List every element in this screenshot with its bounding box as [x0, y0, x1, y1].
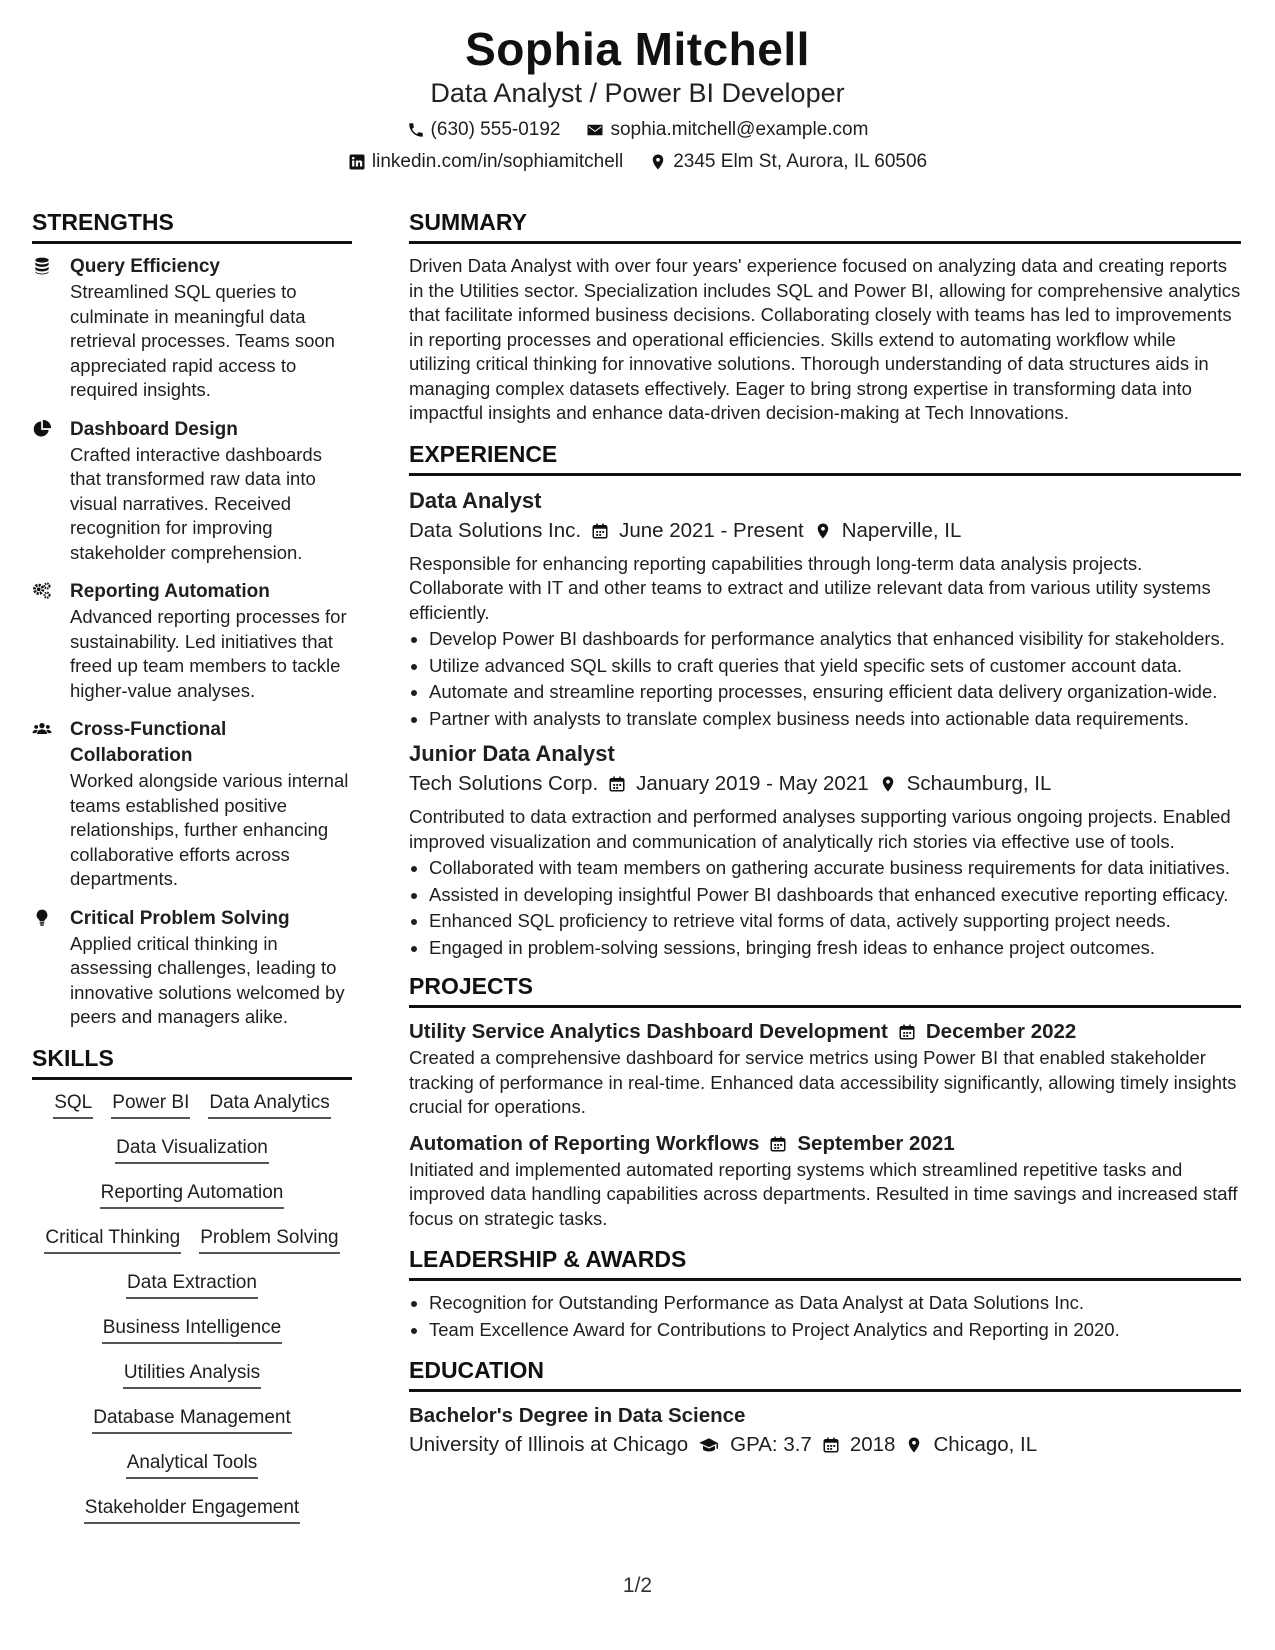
strength-item: [32, 906, 352, 1030]
skill-row: [32, 1315, 352, 1360]
project-title: Utility Service Analytics Dashboard Development: [409, 1020, 888, 1043]
list-item: • Engaged in problem-solving sessions, bringing fresh ideas to enhance project outcomes.: [429, 936, 1241, 961]
graduation-cap-icon: [698, 1436, 720, 1454]
leadership-heading: LEADERSHIP & AWARDS: [409, 1245, 1241, 1281]
list-item: • Collaborated with team members on gathering accurate business requirements for data initiatives.: [429, 856, 1241, 881]
lightbulb-icon: [32, 908, 52, 928]
contact-row-1: [0, 118, 1275, 142]
job-meta: [409, 516, 1241, 546]
strength-item: [32, 579, 352, 703]
candidate-name: Sophia Mitchell: [465, 23, 810, 75]
skill-tag: Reporting Automation: [100, 1180, 285, 1209]
strength-desc: Applied critical thinking in assessing challenges, leading to innovative solutions welcomed by peers and managers alike.: [70, 932, 345, 1027]
job-dates: June 2021 - Present: [619, 518, 804, 542]
project-description: Initiated and implemented automated reporting systems which streamlined repetitive tasks and improved data handling capabilities across departments. Resulted in time savings and increased staff focus on strategic tasks.: [409, 1158, 1238, 1229]
left-column: [32, 208, 352, 1540]
skill-row: [32, 1135, 352, 1180]
phone-icon: [407, 121, 425, 139]
job-bullets: [409, 627, 1241, 731]
list-item: • Assisted in developing insightful Power BI dashboards that enhanced executive reporting efficacy.: [429, 883, 1241, 908]
skill-tag: Critical Thinking: [44, 1225, 181, 1254]
list-item: • Recognition for Outstanding Performance as Data Analyst at Data Solutions Inc.: [429, 1291, 1241, 1316]
strength-title: Critical Problem Solving: [70, 907, 290, 929]
resume-header: [0, 22, 1275, 174]
map-pin-icon: [879, 775, 897, 793]
list-item: • Automate and streamline reporting processes, ensuring efficient data delivery organization-wide.: [429, 680, 1241, 705]
job-location: Schaumburg, IL: [906, 772, 1052, 795]
skill-row: [32, 1090, 352, 1135]
phone-contact: [407, 118, 561, 142]
skill-tag: Database Management: [92, 1405, 292, 1434]
strength-title: Cross-Functional Collaboration: [70, 719, 227, 766]
skill-tag: Data Analytics: [208, 1090, 330, 1119]
candidate-title: Data Analyst / Power BI Developer: [430, 78, 845, 108]
calendar-icon: [898, 1023, 916, 1041]
skill-row: [32, 1180, 352, 1225]
job-title: Junior Data Analyst: [409, 741, 615, 766]
job-description: Contributed to data extraction and performed analyses supporting various ongoing projects. Enabled improved visualization and communication of analytically rich stories via effective use of tools.: [409, 806, 1231, 852]
strength-desc: Streamlined SQL queries to culminate in meaningful data retrieval processes. Teams soon appreciated rapid access to required insights.: [70, 281, 335, 400]
skill-tag: Data Visualization: [115, 1135, 269, 1164]
page-number: 1/2: [622, 1574, 653, 1597]
gears-icon: [32, 581, 52, 601]
skill-tag: SQL: [53, 1090, 93, 1119]
project-title: Automation of Reporting Workflows: [409, 1131, 760, 1155]
skill-tag: Utilities Analysis: [123, 1360, 261, 1389]
strength-title: Reporting Automation: [70, 581, 270, 602]
leadership-list: [409, 1291, 1241, 1342]
list-item: • Utilize advanced SQL skills to craft queries that yield specific sets of customer account data.: [429, 654, 1241, 679]
skill-row: [32, 1495, 352, 1540]
project-title-row: [409, 1130, 1241, 1158]
list-item: • Enhanced SQL proficiency to retrieve vital forms of data, actively supporting project needs.: [429, 909, 1241, 934]
project-entry: [409, 1130, 1241, 1232]
skill-row: [32, 1450, 352, 1495]
skills-list: [32, 1090, 352, 1540]
list-item: • Partner with analysts to translate complex business needs into actionable data requirements.: [429, 707, 1241, 732]
projects-heading: PROJECTS: [409, 972, 1241, 1008]
job-company: Data Solutions Inc.: [409, 518, 582, 542]
job-entry: [409, 486, 1241, 732]
strength-item: [32, 717, 352, 892]
list-item: • Team Excellence Award for Contributions to Project Analytics and Reporting in 2020.: [429, 1318, 1241, 1343]
map-pin-icon: [649, 153, 667, 171]
linkedin-icon: [348, 153, 366, 171]
calendar-icon: [591, 522, 609, 540]
job-dates: January 2019 - May 2021: [636, 772, 869, 795]
education-heading: EDUCATION: [409, 1356, 1241, 1392]
pie-chart-icon: [32, 419, 52, 439]
strength-desc: Worked alongside various internal teams established positive relationships, further enhancing collaborative efforts across departments.: [70, 770, 349, 889]
contact-row-2: [0, 150, 1275, 174]
phone-text: (630) 555-0192: [430, 119, 561, 140]
strengths-heading: STRENGTHS: [32, 208, 352, 244]
skill-tag: Stakeholder Engagement: [84, 1495, 300, 1524]
linkedin-text[interactable]: linkedin.com/in/sophiamitchell: [371, 151, 624, 172]
skill-tag: Business Intelligence: [102, 1315, 283, 1344]
email-contact[interactable]: [586, 118, 868, 142]
email-text[interactable]: sophia.mitchell@example.com: [610, 119, 869, 140]
skill-row: [32, 1360, 352, 1405]
skill-row: [32, 1270, 352, 1315]
project-date: September 2021: [797, 1131, 955, 1155]
calendar-icon: [769, 1135, 787, 1153]
skill-tag: Analytical Tools: [126, 1450, 259, 1479]
strength-desc: Advanced reporting processes for sustainability. Led initiatives that freed up team members to tackle higher-value analyses.: [70, 606, 347, 701]
strength-item: [32, 417, 352, 566]
users-icon: [32, 719, 52, 739]
skill-row: [32, 1405, 352, 1450]
school-name: University of Illinois at Chicago: [409, 1433, 689, 1456]
address-contact: [649, 150, 927, 174]
job-entry: [409, 739, 1241, 960]
project-title-row: [409, 1018, 1241, 1046]
graduation-year: 2018: [849, 1433, 896, 1456]
job-bullets: [409, 856, 1241, 960]
job-meta: [409, 769, 1241, 799]
envelope-icon: [586, 121, 604, 139]
education-meta: [409, 1430, 1241, 1460]
calendar-icon: [608, 775, 626, 793]
linkedin-contact[interactable]: [348, 150, 623, 174]
job-title: Data Analyst: [409, 487, 542, 513]
map-pin-icon: [905, 1436, 923, 1454]
job-company: Tech Solutions Corp.: [409, 772, 599, 795]
strength-title: Dashboard Design: [70, 418, 238, 440]
skills-heading: SKILLS: [32, 1044, 352, 1080]
job-location: Naperville, IL: [841, 518, 962, 542]
summary-text: Driven Data Analyst with over four years' experience focused on analyzing data and creating reports in the Utilities sector. Specialization includes SQL and Power BI, allowing for comprehensive analytics that facilitate informed business decisions. Collaborating closely with teams has led to improvements in reporting processes and operational efficiencies. Skills extend to automating workflow while utilizing critical thinking for innovative solutions. Thorough understanding of data structures aids in managing complex datasets effectively. Eager to bring strong expertise in transforming data into impactful insights and enhance data-driven decision-making at Tech Innovations.: [409, 255, 1241, 423]
skill-tag: Power BI: [111, 1090, 190, 1119]
strength-desc: Crafted interactive dashboards that transformed raw data into visual narratives. Received recognition for improving stakeholder comprehension.: [70, 443, 322, 563]
project-entry: [409, 1018, 1241, 1120]
strength-title: Query Efficiency: [70, 256, 220, 277]
strength-item: [32, 254, 352, 403]
gpa-text: GPA: 3.7: [730, 1433, 812, 1456]
project-date: December 2022: [925, 1020, 1077, 1043]
skill-tag: Data Extraction: [126, 1270, 258, 1299]
map-pin-icon: [814, 522, 832, 540]
calendar-icon: [822, 1436, 840, 1454]
address-text: 2345 Elm St, Aurora, IL 60506: [673, 151, 928, 172]
summary-heading: SUMMARY: [409, 208, 1241, 244]
database-icon: [32, 256, 52, 276]
job-description: Responsible for enhancing reporting capabilities through long-term data analysis projects. Collaborate with IT and other teams to extract and utilize relevant data from various utility systems efficiently.: [409, 552, 1211, 623]
experience-heading: EXPERIENCE: [409, 440, 1241, 476]
right-column: [409, 208, 1241, 1466]
list-item: • Develop Power BI dashboards for performance analytics that enhanced visibility for stakeholders.: [429, 627, 1241, 652]
skill-row: [32, 1225, 352, 1270]
education-location: Chicago, IL: [933, 1433, 1038, 1456]
degree-title: Bachelor's Degree in Data Science: [409, 1404, 746, 1427]
skill-tag: Problem Solving: [199, 1225, 339, 1254]
project-description: Created a comprehensive dashboard for service metrics using Power BI that enabled stakeholder tracking of performance in real-time. Enhanced data accessibility significantly, allowing timely insights crucial for operations.: [409, 1047, 1237, 1117]
